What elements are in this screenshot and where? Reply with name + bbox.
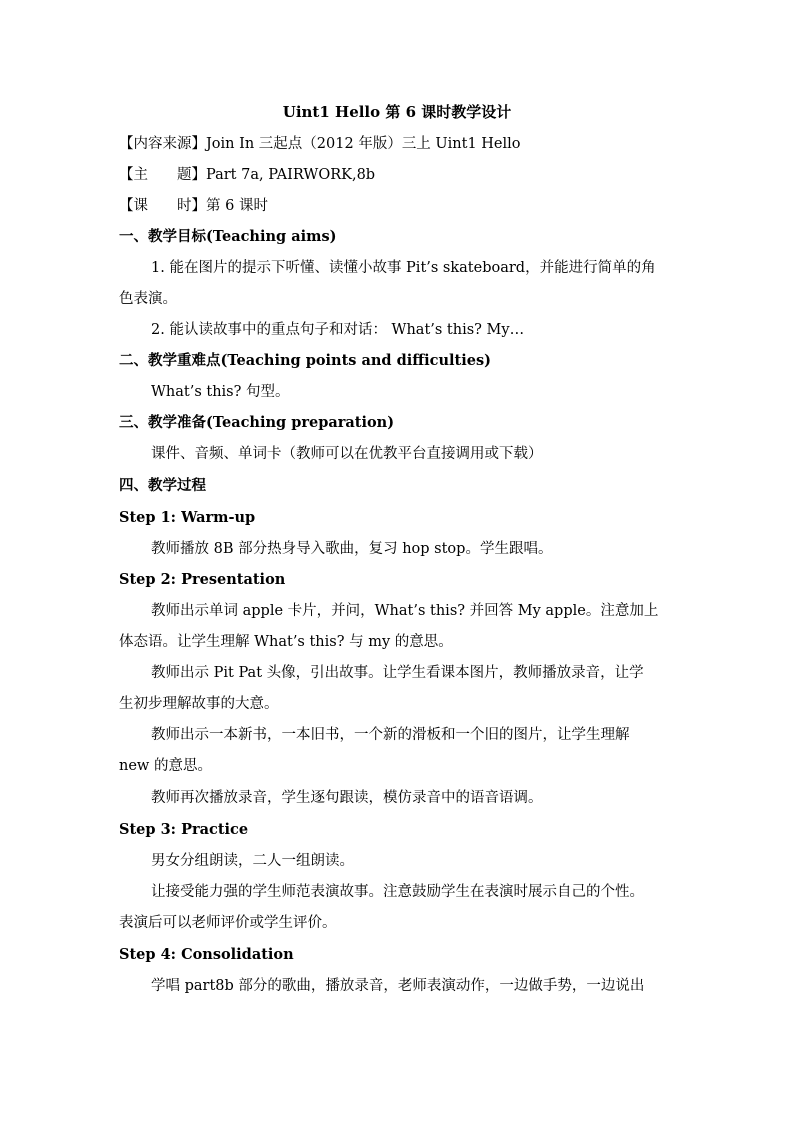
section3-content: 课件、音频、单词卡（教师可以在优教平台直接调用或下载） bbox=[151, 446, 543, 462]
meta-topic: 【主 题】Part 7a, PAIRWORK,8b bbox=[119, 167, 376, 183]
step2-p1-line1: 教师出示单词 apple 卡片，并问，What’s this? 并回答 My apple。注意加上 bbox=[151, 603, 659, 619]
step1-paragraph: 教师播放 8B 部分热身导入歌曲，复习 hop stop。学生跟唱。 bbox=[151, 541, 553, 557]
step4-title: Step 4: Consolidation bbox=[119, 946, 294, 963]
step4-p1-line1: 学唱 part8b 部分的歌曲，播放录音，老师表演动作，一边做手势，一边说出 bbox=[151, 978, 645, 994]
step3-p1: 男女分组朗读，二人一组朗读。 bbox=[151, 853, 354, 869]
step1-title: Step 1: Warm-up bbox=[119, 509, 256, 526]
document-title: Uint1 Hello 第 6 课时教学设计 bbox=[282, 103, 512, 121]
section3-heading: 三、教学准备(Teaching preparation) bbox=[119, 414, 395, 431]
step2-title: Step 2: Presentation bbox=[119, 571, 286, 588]
section2-heading: 二、教学重难点(Teaching points and difficulties) bbox=[119, 352, 492, 369]
step2-p4: 教师再次播放录音，学生逐句跟读，模仿录音中的语音语调。 bbox=[151, 790, 543, 806]
step2-p1-line2: 体态语。让学生理解 What’s this? 与 my 的意思。 bbox=[119, 634, 453, 650]
aim1-line1: 1. 能在图片的提示下听懂、读懂小故事 Pit’s skateboard，并能进行简单的角 bbox=[151, 260, 656, 276]
step3-title: Step 3: Practice bbox=[119, 821, 249, 838]
step3-p2-line2: 表演后可以老师评价或学生评价。 bbox=[119, 915, 337, 931]
meta-source: 【内容来源】Join In 三起点（2012 年版）三上 Uint1 Hello bbox=[119, 136, 521, 152]
step2-p3-line2: new 的意思。 bbox=[119, 758, 212, 774]
step3-p2-line1: 让接受能力强的学生师范表演故事。注意鼓励学生在表演时展示自己的个性。 bbox=[151, 884, 644, 900]
step2-p2-line1: 教师出示 Pit Pat 头像，引出故事。让学生看课本图片，教师播放录音，让学 bbox=[151, 665, 644, 681]
aim1-line2: 色表演。 bbox=[119, 291, 177, 307]
section4-heading: 四、教学过程 bbox=[119, 477, 206, 494]
meta-lesson: 【课 时】第 6 课时 bbox=[119, 198, 268, 214]
section2-content: What’s this? 句型。 bbox=[151, 384, 290, 400]
step2-p3-line1: 教师出示一本新书，一本旧书，一个新的滑板和一个旧的图片，让学生理解 bbox=[151, 727, 630, 743]
aim2: 2. 能认读故事中的重点句子和对话： What’s this? My… bbox=[151, 322, 525, 338]
step2-p2-line2: 生初步理解故事的大意。 bbox=[119, 696, 279, 712]
section1-heading: 一、教学目标(Teaching aims) bbox=[119, 228, 337, 245]
